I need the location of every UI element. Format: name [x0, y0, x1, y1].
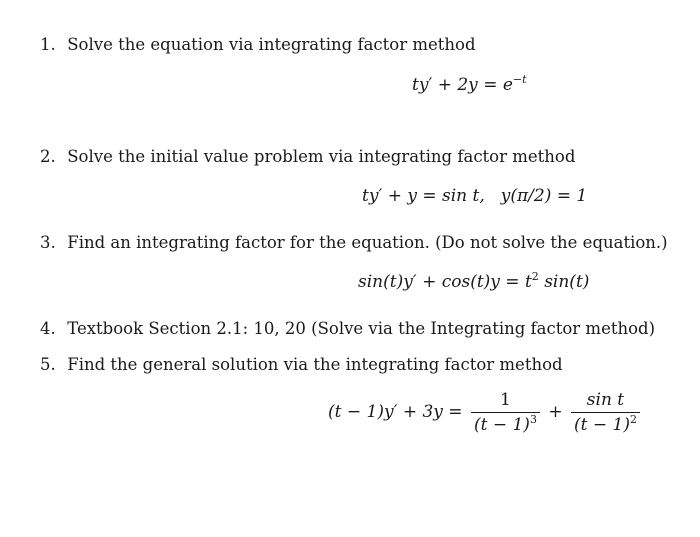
- eq2-part2: y(π/2) = 1: [500, 186, 588, 206]
- problem-1-text: Solve the equation via integrating factor method: [67, 35, 476, 54]
- eq5-frac2-denominator: (t − 1): [574, 415, 630, 435]
- eq5-lhs: (t − 1)y′ + 3y =: [328, 402, 463, 422]
- eq5-fraction-1: [471, 390, 540, 435]
- eq1-exponent: −t: [512, 73, 527, 86]
- problem-5: [40, 355, 563, 374]
- eq5-frac1-denominator: (t − 1): [473, 415, 530, 435]
- eq1-prime: ′: [428, 75, 433, 95]
- problem-2-text: Solve the initial value problem via integrating factor method: [67, 147, 576, 166]
- problem-5-equation: [328, 390, 643, 435]
- problem-1-number: 1.: [40, 35, 56, 54]
- eq5-fraction-2: [571, 390, 640, 435]
- problem-2: [40, 147, 575, 166]
- problem-3-equation: [358, 272, 589, 292]
- eq2-part1: ty′ + y = sin t,: [362, 186, 485, 206]
- problem-2-number: 2.: [40, 147, 56, 166]
- problem-4-number: 4.: [40, 319, 56, 338]
- problem-4: [40, 319, 655, 338]
- problem-3-text: Find an integrating factor for the equation. (Do not solve the equation.): [67, 233, 668, 252]
- eq5-frac2-numerator: sin t: [586, 390, 625, 410]
- eq5-frac1-numerator: 1: [471, 390, 540, 413]
- eq1-lhs-b: + 2y = e: [432, 75, 513, 95]
- eq3-exponent: 2: [531, 270, 539, 283]
- problem-5-text: Find the general solution via the integrating factor method: [67, 355, 563, 374]
- problem-1: [40, 35, 476, 54]
- eq5-frac1-exponent: 3: [529, 413, 537, 426]
- problem-4-text: Textbook Section 2.1: 10, 20 (Solve via the Integrating factor method): [67, 319, 656, 338]
- eq5-plus: +: [548, 402, 563, 422]
- eq3-part1: sin(t)y′ + cos(t)y = t: [358, 272, 532, 292]
- problem-2-equation: [362, 186, 587, 206]
- problem-1-equation: [412, 75, 527, 95]
- problem-3: [40, 233, 668, 252]
- eq5-frac2-exponent: 2: [629, 413, 637, 426]
- problem-3-number: 3.: [40, 233, 56, 252]
- problem-5-number: 5.: [40, 355, 56, 374]
- eq1-lhs-a: ty: [412, 75, 429, 95]
- eq3-part2: sin(t): [538, 272, 590, 292]
